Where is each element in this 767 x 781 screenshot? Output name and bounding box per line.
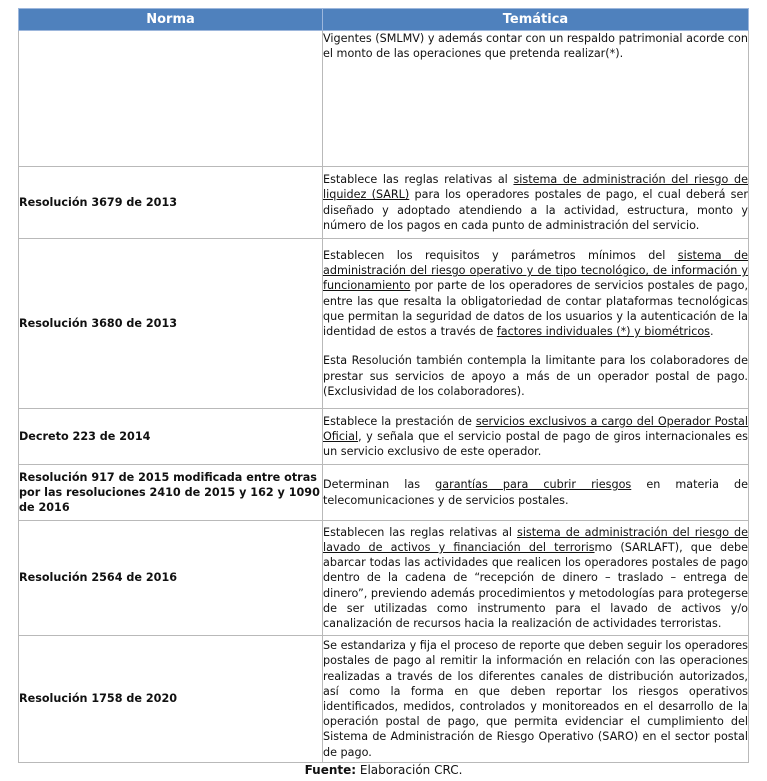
text-span: , y señala que el servicio postal de pago de giros internacionales es un servicio exclusivo de este operador. bbox=[323, 429, 748, 459]
tematica-cell bbox=[323, 465, 749, 521]
tematica-cell bbox=[323, 239, 749, 409]
tematica-cell bbox=[323, 636, 749, 763]
tematica-paragraph bbox=[323, 477, 748, 507]
header-norma: Norma bbox=[19, 9, 323, 31]
text-span: Establece las reglas relativas al bbox=[323, 173, 514, 187]
table-header-row bbox=[19, 9, 749, 31]
table-row bbox=[19, 31, 749, 167]
norma-table bbox=[18, 8, 749, 763]
regulation-link: servicios exclusivos a cargo del Operador Postal Oficial bbox=[323, 414, 749, 443]
norma-cell: Resolución 917 de 2015 modificada entre otras por las resoluciones 2410 de 2015 y 162 y 1090 de 2016 bbox=[19, 465, 323, 521]
text-span: mo (SARLAFT), que debe abarcar todas las actividades que realicen los operadores postales de pago dentro de la cadena de “recepción de dinero – traslado – entrega de dinero”, previendo además procedimientos y metodologías para protegerse de ser utilizadas como instrumento para el lavado de activos y/o canalización de recursos hacia la realización de actividades terroristas. bbox=[323, 540, 748, 630]
tematica-paragraph: Se estandariza y fija el proceso de reporte que deben seguir los operadores postales de pago al remitir la información en relación con las operaciones realizadas a través de los diferentes canales de distribución autorizados, así como la forma en que deben reportar los riesgos operativos identificados, medidos, controlados y monitoreados en el desarrollo de la operación postal de pago, que permita evidenciar el cumplimiento del Sistema de Administración de Riesgo Operativo (SARO) en el sector postal de pago. bbox=[323, 639, 748, 759]
text-span: en materia de telecomunicaciones y de servicios postales. bbox=[323, 478, 748, 507]
tematica-cell bbox=[323, 409, 749, 465]
tematica-paragraph bbox=[323, 414, 748, 460]
table-row bbox=[19, 636, 749, 763]
regulation-link: sistema de administración del riesgo de liquidez (SARL) bbox=[323, 173, 748, 202]
tematica-paragraph bbox=[323, 525, 748, 631]
norma-cell: Resolución 3679 de 2013 bbox=[19, 167, 323, 239]
table-row bbox=[19, 167, 749, 239]
regulation-link: garantías para cubrir riesgos bbox=[435, 478, 632, 492]
source-text: Elaboración CRC. bbox=[356, 763, 463, 777]
tematica-paragraph bbox=[323, 172, 748, 233]
table-row bbox=[19, 239, 749, 409]
tematica-cell bbox=[323, 167, 749, 239]
norma-cell: Resolución 2564 de 2016 bbox=[19, 521, 323, 636]
tematica-paragraph: Esta Resolución también contempla la limitante para los colaboradores de prestar sus servicios de apoyo a más de un operador postal de pago. (Exclusividad de los colaboradores). bbox=[323, 354, 748, 398]
table-row bbox=[19, 409, 749, 465]
table-row bbox=[19, 465, 749, 521]
tematica-paragraph bbox=[323, 248, 748, 339]
text-span: Establecen las reglas relativas al bbox=[323, 525, 517, 539]
source-label: Fuente: bbox=[304, 763, 357, 777]
text-span: Establecen los requisitos y parámetros mínimos del bbox=[323, 249, 678, 263]
regulation-link: sistema de administración del riesgo operativo y de tipo tecnológico, de información y funcionamiento bbox=[323, 249, 748, 293]
source-caption bbox=[0, 762, 767, 778]
norma-cell bbox=[19, 31, 323, 167]
tematica-paragraph: Vigentes (SMLMV) y además contar con un respaldo patrimonial acorde con el monto de las operaciones que pretenda realizar(*). bbox=[323, 32, 748, 61]
text-span: por parte de los operadores de servicios postales de pago, entre las que resalta la obligatoriedad de contar plataformas tecnológicas que permitan la seguridad de datos de los usuarios y la autenticación de la identidad de estos a través de bbox=[323, 279, 748, 339]
table-row bbox=[19, 521, 749, 636]
tematica-cell bbox=[323, 521, 749, 636]
norma-cell: Decreto 223 de 2014 bbox=[19, 409, 323, 465]
regulation-link: factores individuales (*) y biométricos bbox=[496, 325, 711, 339]
norma-cell: Resolución 1758 de 2020 bbox=[19, 636, 323, 763]
text-span: Establece la prestación de bbox=[323, 414, 476, 428]
header-tematica: Temática bbox=[323, 9, 749, 31]
tematica-cell bbox=[323, 31, 749, 167]
regulation-link: sistema de administración del riesgo de lavado de activos y financiación del terroris bbox=[323, 525, 748, 554]
text-span: Determinan las bbox=[323, 478, 436, 492]
norma-cell: Resolución 3680 de 2013 bbox=[19, 239, 323, 409]
text-span: para los operadores postales de pago, el cual deberá ser diseñado y adoptado atendiendo a la actividad, estructura, monto y número de los pagos en cada punto de administración del servicio. bbox=[323, 188, 748, 232]
text-span: . bbox=[710, 325, 714, 339]
